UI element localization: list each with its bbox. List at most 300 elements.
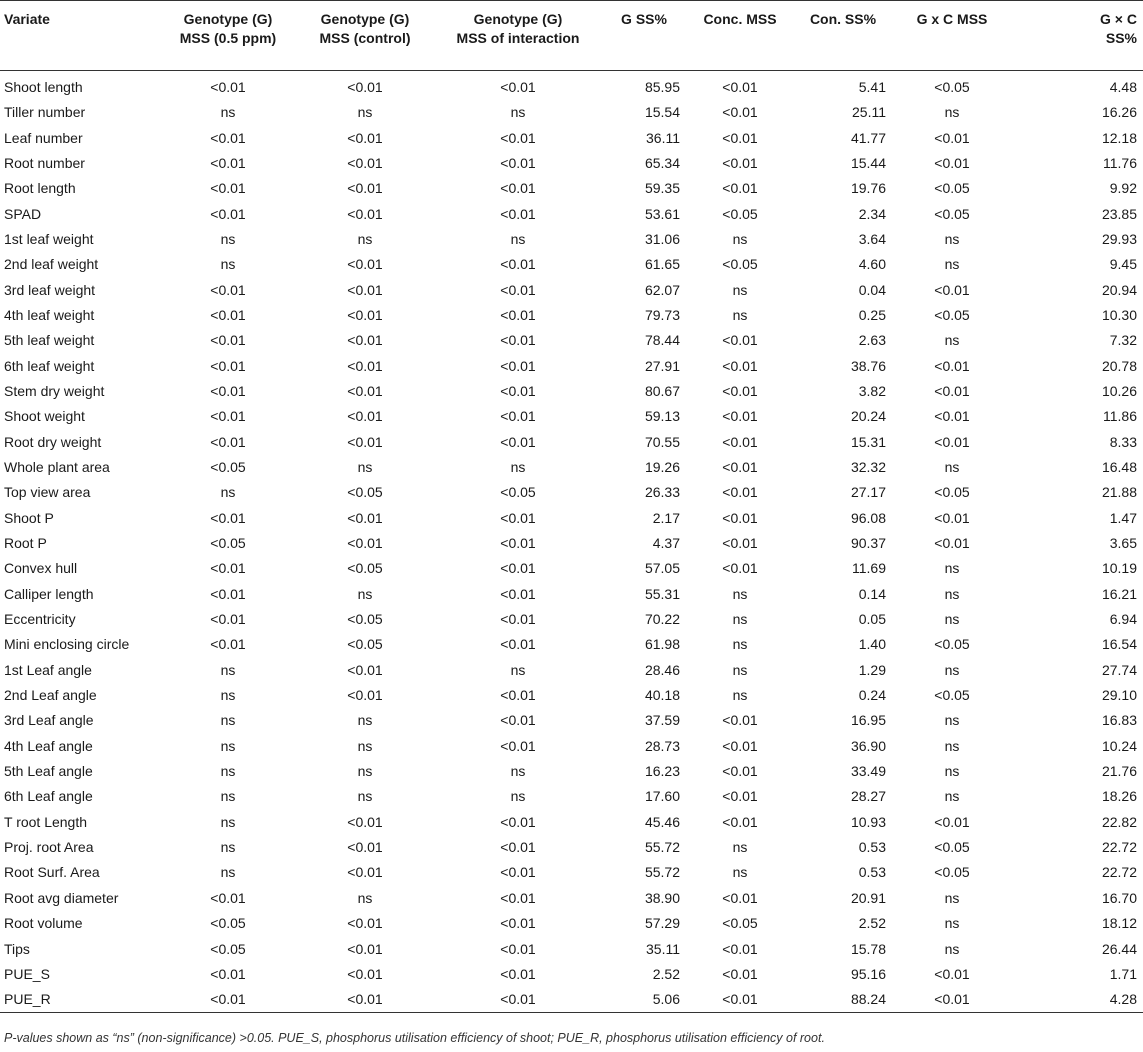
cell-gxc-mss: <0.01 — [934, 281, 970, 298]
cell-g-mss-control: <0.01 — [347, 509, 383, 526]
cell-g-mss-interaction: <0.01 — [500, 535, 536, 552]
cell-g-mss-interaction: ns — [510, 104, 526, 121]
cell-con-ss: 15.31 — [850, 433, 886, 450]
cell-variate: Shoot weight — [4, 408, 85, 425]
cell-g-mss-05ppm: <0.01 — [210, 560, 246, 577]
cell-g-ss: 55.31 — [644, 585, 680, 602]
table-row — [0, 936, 1143, 961]
cell-g-mss-interaction: ns — [510, 661, 526, 678]
cell-gxc-ss: 9.92 — [1109, 180, 1137, 197]
cell-g-mss-05ppm: ns — [220, 737, 236, 754]
cell-conc-mss: <0.01 — [722, 408, 758, 425]
cell-gxc-ss: 16.48 — [1101, 458, 1137, 475]
cell-g-mss-control: <0.01 — [347, 154, 383, 171]
cell-variate: Tiller number — [4, 104, 86, 121]
cell-g-mss-05ppm: ns — [220, 788, 236, 805]
table-row — [0, 987, 1143, 1013]
cell-g-mss-05ppm: <0.01 — [210, 889, 246, 906]
table-row — [0, 71, 1143, 101]
cell-con-ss: 1.29 — [858, 661, 886, 678]
cell-g-mss-control: <0.01 — [347, 839, 383, 856]
cell-g-mss-05ppm: ns — [220, 763, 236, 780]
cell-g-mss-control: <0.01 — [347, 306, 383, 323]
cell-con-ss: 0.14 — [858, 585, 886, 602]
header-line: Variate — [4, 11, 50, 27]
cell-g-mss-05ppm: <0.01 — [210, 433, 246, 450]
cell-g-mss-control: <0.01 — [347, 281, 383, 298]
cell-gxc-mss: <0.05 — [934, 306, 970, 323]
cell-gxc-ss: 11.86 — [1103, 408, 1137, 425]
cell-gxc-mss: <0.01 — [934, 509, 970, 526]
cell-g-mss-interaction: <0.01 — [500, 180, 536, 197]
cell-gxc-ss: 29.10 — [1101, 687, 1137, 704]
cell-variate: Root length — [4, 180, 76, 197]
header-genotype-mss-interaction — [434, 1, 602, 71]
cell-gxc-mss: ns — [944, 560, 960, 577]
table-row — [0, 607, 1143, 632]
cell-con-ss: 32.32 — [850, 458, 886, 475]
cell-conc-mss: <0.01 — [722, 788, 758, 805]
header-genotype-mss-05ppm — [160, 1, 296, 71]
cell-gxc-mss: <0.05 — [934, 205, 970, 222]
cell-g-mss-05ppm: <0.05 — [210, 458, 246, 475]
cell-g-ss: 36.11 — [646, 129, 680, 146]
cell-gxc-mss: ns — [944, 712, 960, 729]
cell-con-ss: 1.40 — [858, 636, 886, 653]
cell-gxc-mss: <0.05 — [934, 484, 970, 501]
table-row — [0, 886, 1143, 911]
cell-variate: 1st leaf weight — [4, 230, 94, 247]
table-row — [0, 303, 1143, 328]
cell-con-ss: 28.27 — [850, 788, 886, 805]
cell-gxc-ss: 1.47 — [1109, 509, 1137, 526]
cell-conc-mss: ns — [732, 611, 748, 628]
cell-g-ss: 17.60 — [644, 788, 680, 805]
cell-variate: Root volume — [4, 915, 83, 932]
cell-con-ss: 4.60 — [858, 256, 886, 273]
header-line: MSS of interaction — [456, 30, 580, 46]
cell-conc-mss: <0.01 — [722, 433, 758, 450]
cell-variate: SPAD — [4, 205, 42, 222]
cell-gxc-ss: 29.93 — [1101, 230, 1137, 247]
cell-g-mss-control: <0.01 — [347, 915, 383, 932]
cell-g-ss: 19.26 — [644, 458, 680, 475]
cell-g-mss-interaction: <0.01 — [500, 256, 536, 273]
cell-g-mss-interaction: <0.01 — [500, 357, 536, 374]
table-row — [0, 911, 1143, 936]
cell-g-mss-control: <0.01 — [347, 357, 383, 374]
cell-g-mss-control: <0.01 — [347, 433, 383, 450]
table-row — [0, 556, 1143, 581]
cell-g-mss-control: <0.05 — [347, 611, 383, 628]
cell-g-mss-05ppm: <0.01 — [210, 357, 246, 374]
cell-gxc-ss: 18.12 — [1101, 915, 1137, 932]
table-row — [0, 480, 1143, 505]
cell-gxc-ss: 22.82 — [1101, 813, 1137, 830]
table-row — [0, 683, 1143, 708]
cell-conc-mss: <0.01 — [722, 763, 758, 780]
cell-g-mss-interaction: <0.01 — [500, 712, 536, 729]
cell-con-ss: 5.41 — [858, 79, 886, 95]
cell-conc-mss: ns — [732, 661, 748, 678]
cell-variate: Eccentricity — [4, 611, 76, 628]
cell-conc-mss: <0.01 — [722, 509, 758, 526]
cell-conc-mss: <0.01 — [722, 560, 758, 577]
cell-g-mss-control: <0.01 — [347, 661, 383, 678]
cell-conc-mss: ns — [732, 636, 748, 653]
cell-variate: 5th Leaf angle — [4, 763, 93, 780]
cell-g-mss-05ppm: <0.05 — [210, 915, 246, 932]
cell-g-mss-control: <0.01 — [347, 79, 383, 95]
cell-g-ss: 2.52 — [652, 965, 680, 982]
cell-gxc-ss: 23.85 — [1101, 205, 1137, 222]
cell-g-mss-interaction: <0.01 — [500, 864, 536, 881]
cell-g-mss-05ppm: ns — [220, 230, 236, 247]
cell-conc-mss: <0.01 — [722, 965, 758, 982]
cell-gxc-mss: <0.01 — [934, 408, 970, 425]
cell-con-ss: 20.24 — [850, 408, 886, 425]
cell-gxc-ss: 8.33 — [1109, 433, 1137, 450]
cell-g-mss-05ppm: <0.01 — [210, 154, 246, 171]
cell-g-ss: 26.33 — [644, 484, 680, 501]
cell-g-mss-control: ns — [357, 763, 373, 780]
cell-gxc-ss: 16.26 — [1101, 104, 1137, 121]
cell-g-ss: 70.55 — [644, 433, 680, 450]
table-row — [0, 227, 1143, 252]
cell-g-ss: 61.65 — [644, 256, 680, 273]
cell-g-ss: 45.46 — [644, 813, 680, 830]
cell-g-mss-05ppm: <0.01 — [210, 281, 246, 298]
cell-g-mss-control: ns — [357, 712, 373, 729]
header-g-ss — [602, 1, 686, 71]
cell-gxc-ss: 10.26 — [1101, 382, 1137, 399]
cell-variate: Proj. root Area — [4, 839, 94, 856]
cell-g-ss: 28.46 — [644, 661, 680, 678]
cell-g-mss-control: <0.01 — [347, 535, 383, 552]
cell-g-mss-control: <0.01 — [347, 180, 383, 197]
cell-g-mss-05ppm: <0.01 — [210, 382, 246, 399]
cell-conc-mss: <0.01 — [722, 940, 758, 957]
cell-conc-mss: ns — [732, 585, 748, 602]
cell-conc-mss: <0.01 — [722, 180, 758, 197]
table-row — [0, 125, 1143, 150]
cell-gxc-mss: <0.01 — [934, 129, 970, 146]
cell-gxc-mss: <0.01 — [892, 987, 1012, 1013]
cell-g-mss-control: <0.01 — [347, 864, 383, 881]
cell-gxc-ss: 10.30 — [1101, 306, 1137, 323]
cell-con-ss: 0.04 — [858, 281, 886, 298]
cell-g-mss-05ppm: ns — [220, 484, 236, 501]
cell-variate: Root number — [4, 154, 85, 171]
cell-gxc-mss: <0.01 — [934, 154, 970, 171]
header-line: G x C MSS — [916, 11, 988, 27]
cell-g-mss-control: <0.01 — [347, 813, 383, 830]
cell-gxc-ss: 27.74 — [1101, 661, 1137, 678]
cell-g-mss-interaction: ns — [510, 788, 526, 805]
cell-g-mss-interaction: <0.01 — [500, 205, 536, 222]
cell-conc-mss: <0.05 — [722, 256, 758, 273]
cell-g-mss-control: ns — [357, 458, 373, 475]
cell-conc-mss: ns — [732, 839, 748, 856]
table-row — [0, 734, 1143, 759]
cell-g-mss-control: <0.05 — [347, 636, 383, 653]
cell-gxc-mss: ns — [944, 611, 960, 628]
cell-gxc-mss: ns — [944, 230, 960, 247]
cell-gxc-mss: ns — [944, 104, 960, 121]
cell-gxc-mss: <0.05 — [934, 636, 970, 653]
cell-con-ss: 36.90 — [850, 737, 886, 754]
cell-g-mss-interaction: <0.01 — [500, 611, 536, 628]
cell-g-mss-05ppm: <0.01 — [210, 636, 246, 653]
cell-conc-mss: ns — [732, 687, 748, 704]
cell-gxc-ss: 21.76 — [1101, 763, 1137, 780]
cell-g-mss-interaction: <0.01 — [500, 915, 536, 932]
cell-variate: 4th leaf weight — [4, 306, 95, 323]
cell-g-ss: 78.44 — [644, 332, 680, 349]
cell-g-ss: 15.54 — [644, 104, 680, 121]
table-body — [0, 71, 1143, 1013]
cell-gxc-mss: ns — [944, 763, 960, 780]
cell-conc-mss: <0.05 — [722, 915, 758, 932]
cell-variate: Root P — [4, 535, 47, 552]
cell-gxc-ss: 16.70 — [1101, 889, 1137, 906]
cell-g-mss-control: <0.01 — [347, 332, 383, 349]
cell-g-mss-05ppm: <0.01 — [210, 509, 246, 526]
cell-g-ss: 2.17 — [652, 509, 680, 526]
table-row — [0, 353, 1143, 378]
cell-g-mss-interaction: <0.01 — [500, 382, 536, 399]
cell-variate: 3rd Leaf angle — [4, 712, 94, 729]
table-row — [0, 404, 1143, 429]
table-row — [0, 860, 1143, 885]
cell-gxc-ss: 16.21 — [1101, 585, 1137, 602]
cell-conc-mss: <0.01 — [722, 357, 758, 374]
table-row — [0, 708, 1143, 733]
cell-variate: PUE_R — [0, 987, 160, 1013]
cell-g-ss: 79.73 — [644, 306, 680, 323]
cell-con-ss: 41.77 — [850, 129, 886, 146]
table-row — [0, 531, 1143, 556]
header-gxc-ss — [1012, 1, 1143, 71]
cell-g-ss: 85.95 — [644, 79, 680, 95]
cell-g-mss-interaction: <0.01 — [500, 129, 536, 146]
cell-gxc-mss: <0.01 — [934, 965, 970, 982]
cell-con-ss: 2.34 — [858, 205, 886, 222]
cell-g-mss-control: <0.01 — [347, 940, 383, 957]
cell-g-mss-05ppm: ns — [220, 813, 236, 830]
cell-gxc-ss: 20.94 — [1101, 281, 1137, 298]
cell-conc-mss: <0.05 — [722, 205, 758, 222]
cell-gxc-ss: 22.72 — [1101, 864, 1137, 881]
cell-g-mss-05ppm: <0.01 — [160, 987, 296, 1013]
cell-g-mss-05ppm: <0.05 — [210, 535, 246, 552]
cell-g-ss: 80.67 — [644, 382, 680, 399]
cell-con-ss: 88.24 — [794, 987, 892, 1013]
cell-variate: Tips — [4, 940, 30, 957]
table-row — [0, 759, 1143, 784]
cell-g-mss-interaction: <0.01 — [500, 509, 536, 526]
cell-gxc-ss: 4.28 — [1012, 987, 1143, 1013]
cell-g-mss-interaction: ns — [510, 763, 526, 780]
cell-g-ss: 61.98 — [644, 636, 680, 653]
table-row — [0, 835, 1143, 860]
cell-g-mss-05ppm: ns — [220, 104, 236, 121]
cell-con-ss: 0.53 — [858, 864, 886, 881]
cell-g-mss-05ppm: ns — [220, 864, 236, 881]
cell-conc-mss: <0.01 — [722, 382, 758, 399]
table-row — [0, 810, 1143, 835]
cell-conc-mss: <0.01 — [722, 484, 758, 501]
cell-g-mss-control: ns — [357, 585, 373, 602]
cell-conc-mss: ns — [732, 281, 748, 298]
cell-g-mss-interaction: <0.01 — [500, 306, 536, 323]
cell-variate: 5th leaf weight — [4, 332, 95, 349]
cell-variate: 4th Leaf angle — [4, 737, 93, 754]
header-line: Conc. MSS — [703, 11, 777, 27]
cell-g-mss-05ppm: <0.01 — [210, 180, 246, 197]
cell-con-ss: 27.17 — [850, 484, 886, 501]
cell-con-ss: 0.53 — [858, 839, 886, 856]
cell-gxc-mss: ns — [944, 256, 960, 273]
cell-gxc-mss: <0.05 — [934, 79, 970, 95]
cell-conc-mss: <0.01 — [722, 104, 758, 121]
cell-g-mss-control: ns — [357, 230, 373, 247]
cell-g-mss-control: ns — [357, 104, 373, 121]
cell-conc-mss: <0.01 — [722, 458, 758, 475]
cell-variate: 6th leaf weight — [4, 357, 95, 374]
cell-g-ss: 28.73 — [644, 737, 680, 754]
cell-g-mss-control: ns — [357, 788, 373, 805]
cell-variate: Leaf number — [4, 129, 83, 146]
cell-g-mss-05ppm: ns — [220, 256, 236, 273]
cell-con-ss: 2.52 — [858, 915, 886, 932]
cell-gxc-ss: 9.45 — [1109, 256, 1137, 273]
cell-conc-mss: <0.01 — [722, 889, 758, 906]
cell-gxc-mss: ns — [944, 940, 960, 957]
cell-con-ss: 10.93 — [850, 813, 886, 830]
cell-g-ss: 5.06 — [602, 987, 686, 1013]
cell-g-mss-control: <0.01 — [347, 256, 383, 273]
cell-g-mss-05ppm: <0.01 — [210, 332, 246, 349]
header-variate — [0, 1, 160, 71]
table-row — [0, 455, 1143, 480]
cell-g-ss: 70.22 — [644, 611, 680, 628]
cell-g-mss-interaction: <0.01 — [500, 940, 536, 957]
header-line: Genotype (G) — [473, 11, 563, 27]
cell-gxc-mss: <0.05 — [934, 864, 970, 881]
cell-gxc-mss: <0.05 — [934, 839, 970, 856]
cell-conc-mss: ns — [732, 864, 748, 881]
cell-g-mss-interaction: <0.01 — [500, 839, 536, 856]
cell-g-mss-interaction: <0.01 — [500, 889, 536, 906]
cell-g-mss-interaction: ns — [510, 458, 526, 475]
cell-g-mss-control: <0.01 — [296, 987, 434, 1013]
cell-g-ss: 31.06 — [644, 230, 680, 247]
cell-g-ss: 38.90 — [644, 889, 680, 906]
header-line: Con. SS% — [809, 11, 877, 27]
table-row — [0, 506, 1143, 531]
cell-gxc-mss: ns — [944, 458, 960, 475]
cell-g-ss: 57.29 — [644, 915, 680, 932]
cell-variate: Calliper length — [4, 585, 94, 602]
cell-gxc-ss: 12.18 — [1101, 129, 1137, 146]
cell-con-ss: 96.08 — [850, 509, 886, 526]
cell-g-mss-05ppm: <0.01 — [210, 205, 246, 222]
cell-gxc-mss: <0.05 — [934, 687, 970, 704]
cell-variate: 2nd leaf weight — [4, 256, 99, 273]
header-line: G SS% — [621, 11, 667, 27]
cell-con-ss: 20.91 — [850, 889, 886, 906]
cell-g-ss: 27.91 — [644, 357, 680, 374]
cell-variate: Mini enclosing circle — [4, 636, 130, 653]
header-line: Genotype (G) — [183, 11, 273, 27]
cell-con-ss: 16.95 — [850, 712, 886, 729]
cell-gxc-mss: ns — [944, 737, 960, 754]
cell-g-mss-control: <0.05 — [347, 560, 383, 577]
cell-gxc-mss: <0.01 — [934, 357, 970, 374]
cell-gxc-mss: ns — [944, 661, 960, 678]
cell-variate: Root dry weight — [4, 433, 102, 450]
cell-variate: 3rd leaf weight — [4, 281, 96, 298]
cell-variate: Convex hull — [4, 560, 78, 577]
cell-variate: Top view area — [4, 484, 91, 501]
table-footnote: P-values shown as “ns” (non-significance) >0.05. PUE_S, phosphorus utilisation efficiency of shoot; PUE_R, phosphorus utilisation efficiency of root. — [4, 1031, 825, 1045]
table-row — [0, 176, 1143, 201]
cell-g-mss-interaction: <0.01 — [500, 813, 536, 830]
cell-g-ss: 37.59 — [644, 712, 680, 729]
cell-gxc-ss: 10.24 — [1101, 737, 1137, 754]
cell-conc-mss: <0.01 — [722, 332, 758, 349]
cell-g-mss-05ppm: <0.01 — [210, 408, 246, 425]
header-line: G × C — [1100, 11, 1137, 27]
cell-gxc-mss: <0.01 — [934, 813, 970, 830]
cell-con-ss: 0.25 — [858, 306, 886, 323]
cell-g-mss-interaction: ns — [510, 230, 526, 247]
cell-con-ss: 11.69 — [852, 560, 886, 577]
cell-g-mss-control: <0.01 — [347, 129, 383, 146]
cell-g-mss-05ppm: ns — [220, 839, 236, 856]
cell-g-mss-control: ns — [357, 737, 373, 754]
table-row — [0, 252, 1143, 277]
cell-variate: Shoot length — [4, 79, 83, 95]
cell-g-mss-control: <0.01 — [347, 205, 383, 222]
cell-gxc-ss: 26.44 — [1101, 940, 1137, 957]
cell-g-mss-interaction: <0.01 — [500, 636, 536, 653]
cell-variate: Shoot P — [4, 509, 54, 526]
table-row — [0, 429, 1143, 454]
cell-g-mss-05ppm: <0.05 — [210, 940, 246, 957]
table-row — [0, 151, 1143, 176]
cell-g-mss-interaction: <0.05 — [500, 484, 536, 501]
cell-conc-mss: <0.01 — [722, 154, 758, 171]
cell-g-mss-interaction: <0.01 — [500, 154, 536, 171]
cell-g-mss-interaction: <0.01 — [500, 408, 536, 425]
cell-variate: Root Surf. Area — [4, 864, 100, 881]
cell-g-mss-interaction: <0.01 — [500, 79, 536, 95]
header-genotype-mss-control — [296, 1, 434, 71]
cell-g-mss-interaction: <0.01 — [500, 737, 536, 754]
cell-con-ss: 15.78 — [850, 940, 886, 957]
cell-g-mss-control: <0.05 — [347, 484, 383, 501]
cell-con-ss: 19.76 — [850, 180, 886, 197]
table-row — [0, 962, 1143, 987]
cell-g-mss-05ppm: <0.01 — [210, 965, 246, 982]
cell-g-ss: 62.07 — [644, 281, 680, 298]
cell-gxc-mss: <0.05 — [934, 180, 970, 197]
cell-con-ss: 25.11 — [852, 104, 886, 121]
header-line: SS% — [1105, 30, 1137, 46]
cell-g-mss-05ppm: <0.01 — [210, 129, 246, 146]
